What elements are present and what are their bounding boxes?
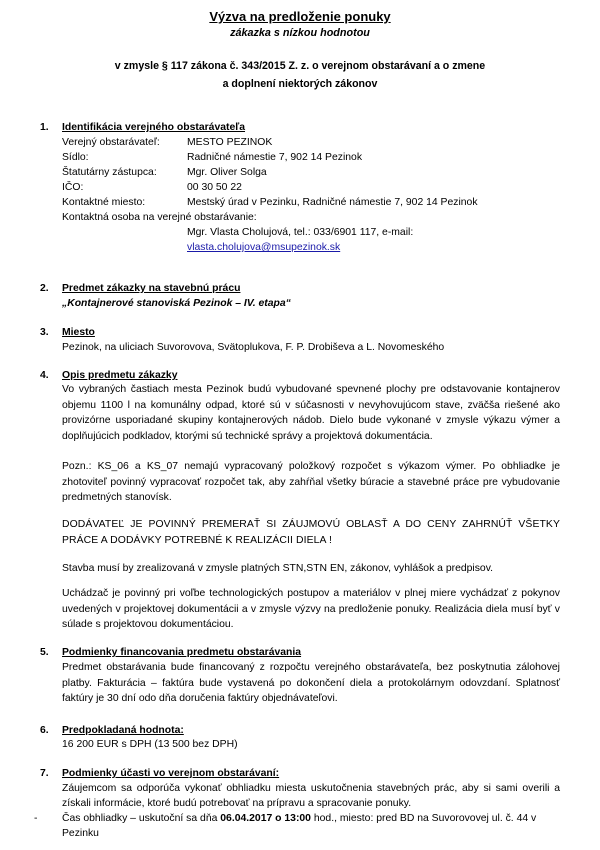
section-number: 5. <box>40 647 49 658</box>
financing-paragraph: Predmet obstarávania bude financovaný z rozpočtu verejného obstarávateľa, bez poskytnutia zálohovej platby. Fakturácia – faktúra bude vystavená po dokončení diela a protokolárnym odovzdaní. Splatnosť faktúry je 30 dní odo dňa doručenia faktúry objednávateľovi. <box>62 662 560 704</box>
section-title: Podmienky financovania predmetu obstarávania <box>62 647 302 658</box>
field-value: 00 30 50 22 <box>187 182 242 193</box>
field-value: Mestský úrad v Pezinku, Radničné námestie 7, 902 14 Pezinok <box>187 197 478 208</box>
section-financing <box>40 647 560 709</box>
email-link[interactable]: vlasta.cholujova@msupezinok.sk <box>187 242 341 253</box>
section-title: Identifikácia verejného obstarávateľa <box>62 122 246 133</box>
field-label: Sídlo: <box>62 152 89 163</box>
field-value: Radničné námestie 7, 902 14 Pezinok <box>187 152 363 163</box>
section-title: Predmet zákazky na stavebnú prácu <box>62 283 241 294</box>
section-participation-conditions <box>34 768 560 848</box>
law-reference-line-1: v zmysle § 117 zákona č. 343/2015 Z. z. o verejnom obstarávaní a o zmene <box>114 60 486 72</box>
methods-paragraph: Uchádzač je povinný pri voľbe technologických postupov a materiálov v plnej miere vychádzať z pokynov uvedených v projektovej dokumentácii a v zmysle výzvy na predloženie ponuky. Realizácia diela musí byť v súlade s projektovou dokumentáciou. <box>62 588 560 630</box>
project-name: „Kontajnerové stanoviská Pezinok – IV. etapa“ <box>62 298 291 309</box>
document-title: Výzva na predloženie ponuky <box>209 9 391 24</box>
field-label: Štatutárny zástupca: <box>62 167 157 178</box>
section-identification <box>40 122 560 262</box>
section-title: Opis predmetu zákazky <box>62 370 178 381</box>
section-number: 7. <box>40 768 49 779</box>
law-reference-line-2: a doplnení niektorých zákonov <box>222 78 378 90</box>
section-location <box>40 327 560 357</box>
section-title: Miesto <box>62 327 95 338</box>
bullet-dash: - <box>34 813 38 824</box>
contact-person-label: Kontaktná osoba na verejné obstarávanie: <box>62 212 257 223</box>
field-value: Mgr. Oliver Solga <box>187 167 267 178</box>
description-paragraph: Vo vybraných častiach mesta Pezinok budú vybudované spevnené plochy pre odstavovanie kontajnerov objemu 1100 l na komunálny odpad, ktoré sú v súčasnosti v nevyhovujúcom stave, zväčša riešené ako provizórne usporiadané skupiny kontajnerových nádob. Dielo bude vykonané v zmysle výkazu výmer a doplňujúcich podkladov, ktorými sú technické správy a projektová dokumentácia. <box>62 384 560 442</box>
section-number: 1. <box>40 122 49 133</box>
inspection-time-line: Čas obhliadky – uskutoční sa dňa 06.04.2017 o 13:00 hod., miesto: pred BD na Suvorovovej ul. č. 44 v <box>62 813 537 824</box>
contact-person-value: Mgr. Vlasta Cholujová, tel.: 033/6901 117, e-mail: <box>187 227 414 238</box>
section-description <box>40 370 560 640</box>
section-subject <box>40 283 560 313</box>
field-value: MESTO PEZINOK <box>187 137 273 148</box>
field-label: IČO: <box>62 182 84 193</box>
section-title: Podmienky účasti vo verejnom obstarávaní: <box>62 768 280 779</box>
location-text: Pezinok, na uliciach Suvorovova, Svätoplukova, F. P. Drobiševa a L. Novomeského <box>62 342 445 353</box>
field-label: Kontaktné miesto: <box>62 197 146 208</box>
field-label: Verejný obstarávateľ: <box>62 137 160 148</box>
section-estimated-value <box>40 725 560 755</box>
section-title: Predpokladaná hodnota: <box>62 725 184 736</box>
inspection-paragraph: Záujemcom sa odporúča vykonať obhliadku miesta uskutočnenia stavebných prác, aby si sami overili a získali informácie, ktoré budú potrebovať na prípravu a spracovanie ponuky. <box>62 783 560 809</box>
section-number: 2. <box>40 283 49 294</box>
document-subtitle: zákazka s nízkou hodnotou <box>230 27 370 39</box>
section-number: 3. <box>40 327 49 338</box>
caps-notice-paragraph: DODÁVATEĽ JE POVINNÝ PREMERAŤ SI ZÁUJMOVÚ OBLASŤ A DO CENY ZAHRNÚŤ VŠETKY PRÁCE A DODÁVKY POTREBNÉ K REALIZÁCII DIELA ! <box>62 519 560 546</box>
section-number: 6. <box>40 725 49 736</box>
note-paragraph: Pozn.: KS_06 a KS_07 nemajú vypracovaný položkový rozpočet s výkazom výmer. Po obhliadke je zhotoviteľ povinný vypracovať rozpočet tak, aby zahŕňal všetky búracie a stavebné práce pre vybudovanie predmetných stanovísk. <box>62 461 560 503</box>
estimated-value: 16 200 EUR s DPH (13 500 bez DPH) <box>62 739 238 750</box>
inspection-place-line: Pezinku <box>62 828 99 839</box>
section-number: 4. <box>40 370 49 381</box>
standards-paragraph: Stavba musí by zrealizovaná v zmysle platných STN,STN EN, zákonov, vyhlášok a predpisov. <box>62 563 494 574</box>
